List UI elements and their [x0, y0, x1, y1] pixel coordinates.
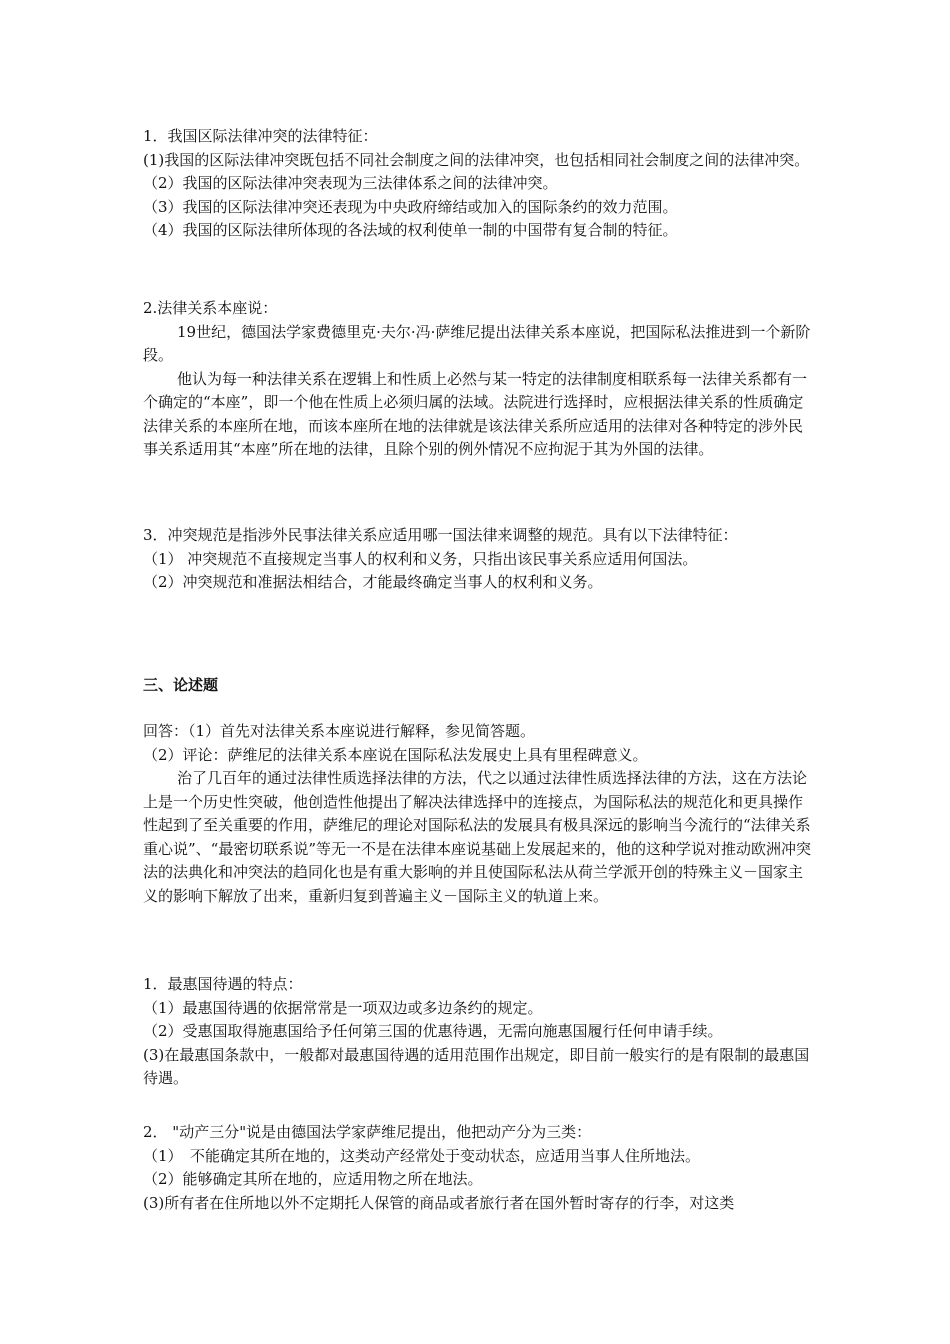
section-movables-three-classes: [143, 1121, 813, 1215]
section-conflict-rules: [143, 524, 813, 595]
paragraph: 治了几百年的通过法律性质选择法律的方法，代之以通过法律性质选择法律的方法，这在方法论上是一个历史性突破，他创造性他提出了解决法律选择中的连接点，为国际私法的规范化和更具操作性起到了至关重要的作用，萨维尼的理论对国际私法的发展具有极具深远的影响当今流行的“法律关系重心说”、“最密切联系说”等无一不是在法律本座说基础上发展起来的，他的这种学说对推动欧洲冲突法的法典化和冲突法的趋同化也是有重大影响的并且使国际私法从荷兰学派开创的特殊主义－国家主义的影响下解放了出来，重新归复到普遍主义－国际主义的轨道上来。: [143, 769, 812, 905]
section-title: 2． "动产三分"说是由德国法学家萨维尼提出，他把动产分为三类：: [143, 1123, 592, 1141]
list-item: （2）我国的区际法律冲突表现为三法律体系之间的法律冲突。: [143, 174, 558, 192]
list-item: (1)我国的区际法律冲突既包括不同社会制度之间的法律冲突，也包括相同社会制度之间的法律冲突。: [143, 150, 810, 169]
list-item: （2）冲突规范和准据法相结合，才能最终确定当事人的权利和义务。: [143, 573, 603, 591]
section-title: 3．冲突规范是指涉外民事法律关系应适用哪一国法律来调整的规范。具有以下法律特征：: [143, 526, 738, 544]
list-item: （3）我国的区际法律冲突还表现为中央政府缔结或加入的国际条约的效力范围。: [143, 197, 678, 216]
list-item: （2）受惠国取得施惠国给予任何第三国的优惠待遇，无需向施惠国履行任何申请手续。: [143, 1022, 723, 1040]
list-item: (3)所有者在住所地以外不定期托人保管的商品或者旅行者在国外暂时寄存的行李，对这类: [143, 1193, 735, 1212]
section-interregional-conflict: [143, 125, 813, 243]
list-item: （1） 冲突规范不直接规定当事人的权利和义务，只指出该民事关系应适用何国法。: [143, 549, 698, 568]
section-title: 2.法律关系本座说：: [143, 299, 278, 317]
comment-line: （2）评论：萨维尼的法律关系本座说在国际私法发展史上具有里程碑意义。: [143, 745, 648, 764]
answer-line: 回答：（1）首先对法律关系本座说进行解释，参见简答题。: [143, 722, 536, 740]
paragraph: 他认为每一种法律关系在逻辑上和性质上必然与某一特定的法律制度相联系每一法律关系都有一个确定的“本座”，即一个他在性质上必须归属的法域。法院进行选择时，应根据法律关系的性质确定法律关系的本座所在地，而该本座所在地的法律就是该法律关系所应适用的法律对各种特定的涉外民事关系适用其“本座”所在地的法律，且除个别的例外情况不应拘泥于其为外国的法律。: [143, 369, 808, 458]
section-title: 1．最惠国待遇的特点：: [143, 975, 303, 993]
section-seat-theory: [143, 297, 813, 462]
paragraph: 19世纪，德国法学家费德里克·夫尔·冯·萨维尼提出法律关系本座说，把国际私法推进到一个新阶段。: [143, 322, 811, 364]
section-essay-answer: [143, 720, 813, 908]
list-item: （1） 不能确定其所在地的，这类动产经常处于变动状态，应适用当事人住所地法。: [143, 1146, 701, 1165]
list-item: （1）最惠国待遇的依据常常是一项双边或多边条约的规定。: [143, 998, 543, 1017]
list-item: （2）能够确定其所在地的，应适用物之所在地法。: [143, 1170, 483, 1188]
section-mfn-treatment: [143, 973, 813, 1091]
list-item: (3)在最惠国条款中，一般都对最惠国待遇的适用范围作出规定，即目前一般实行的是有限制的最惠国待遇。: [143, 1045, 810, 1087]
essay-heading: 三、论述题: [143, 676, 219, 694]
section-title: 1．我国区际法律冲突的法律特征：: [143, 127, 378, 145]
list-item: （4）我国的区际法律所体现的各法域的权利使单一制的中国带有复合制的特征。: [143, 221, 678, 239]
